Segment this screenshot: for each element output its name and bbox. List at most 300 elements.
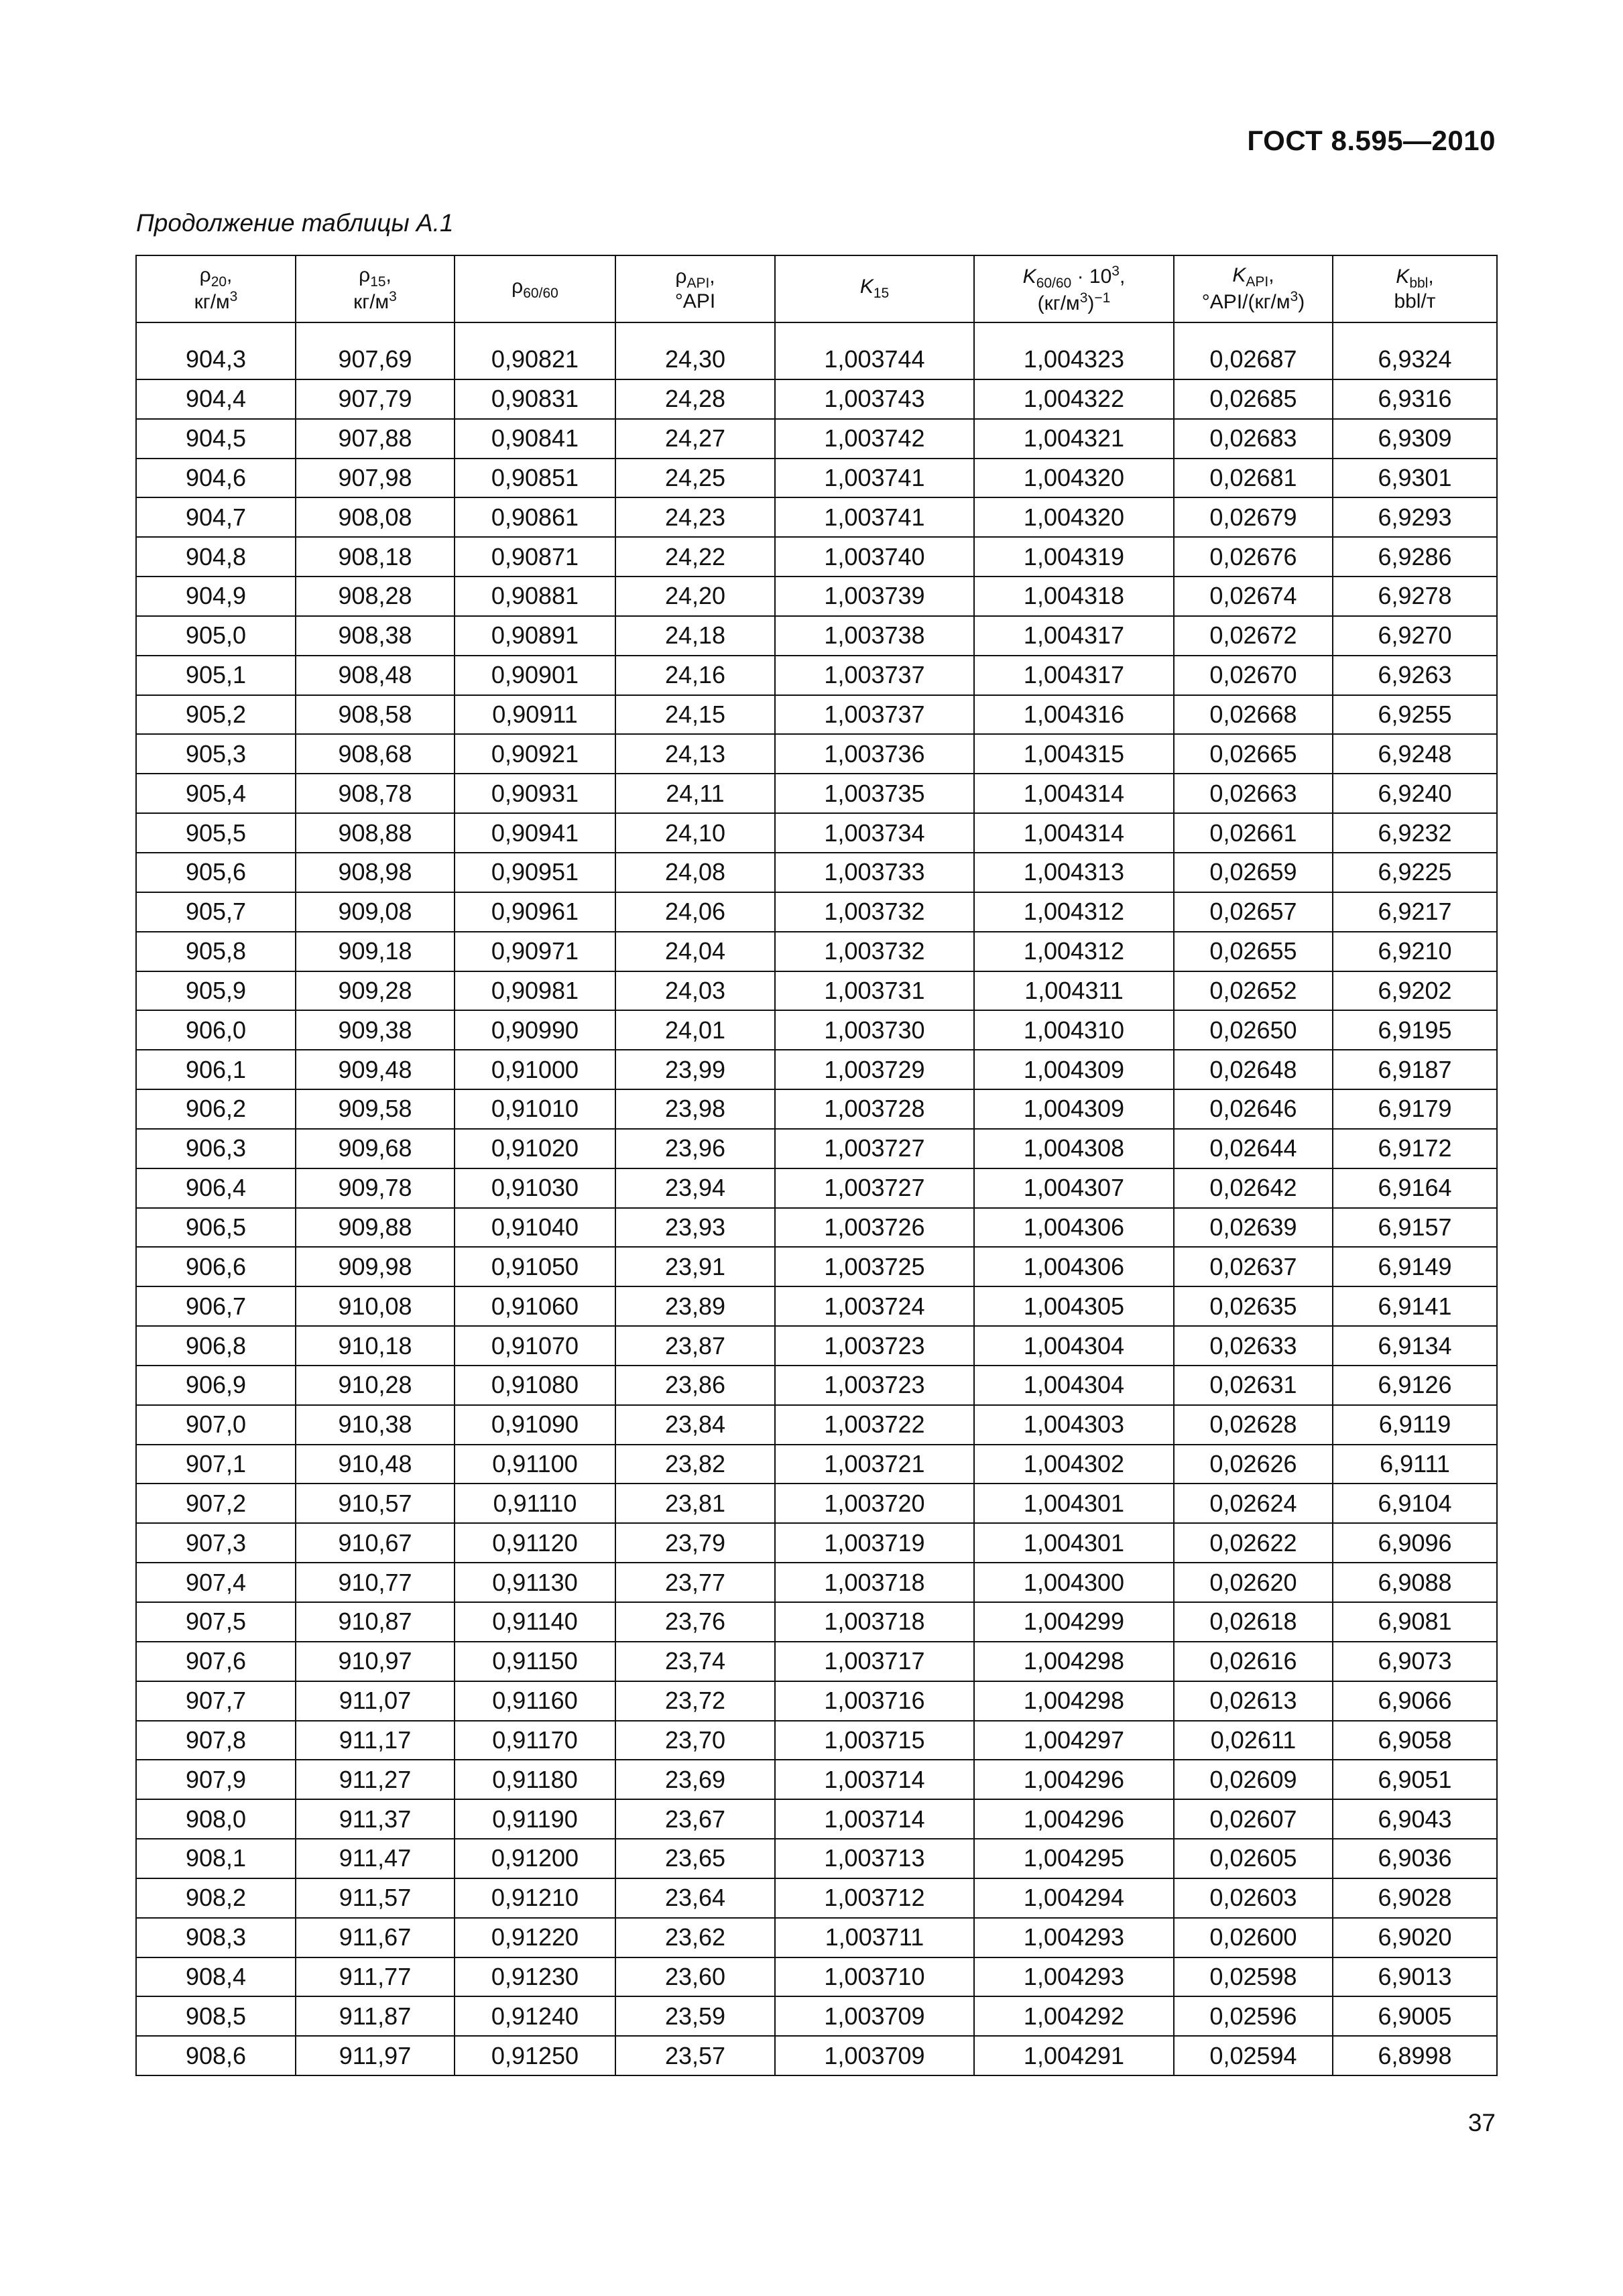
table-cell: 1,003739: [775, 577, 974, 616]
table-cell: 6,9263: [1333, 656, 1497, 695]
table-cell: 23,59: [615, 1996, 775, 2036]
table-cell: 1,003732: [775, 892, 974, 932]
table-cell: 0,91110: [455, 1484, 615, 1523]
table-cell: 906,7: [136, 1286, 296, 1326]
table-cell: 0,91220: [455, 1918, 615, 1957]
table-row: [136, 1563, 1497, 1602]
table-cell: 907,7: [136, 1681, 296, 1721]
table-row: [136, 1484, 1497, 1523]
table-cell: 908,68: [296, 734, 455, 774]
table-cell: 0,02668: [1174, 695, 1333, 735]
table-cell: 0,02607: [1174, 1799, 1333, 1839]
table-cell: 6,9119: [1333, 1405, 1497, 1445]
table-cell: 908,6: [136, 2036, 296, 2075]
table-cell: 905,5: [136, 813, 296, 853]
table-row: [136, 1050, 1497, 1089]
table-cell: 23,72: [615, 1681, 775, 1721]
table-cell: 24,06: [615, 892, 775, 932]
spacer-cell: [455, 322, 615, 341]
table-cell: 904,3: [136, 341, 296, 379]
table-cell: 0,90871: [455, 537, 615, 577]
table-cell: 6,9217: [1333, 892, 1497, 932]
table-cell: 1,004300: [974, 1563, 1174, 1602]
table-row: [136, 853, 1497, 892]
table-cell: 23,84: [615, 1405, 775, 1445]
table-cell: 6,9195: [1333, 1010, 1497, 1050]
table-cell: 0,90990: [455, 1010, 615, 1050]
table-cell: 1,003712: [775, 1878, 974, 1918]
table-cell: 911,57: [296, 1878, 455, 1918]
table-cell: 1,004304: [974, 1366, 1174, 1405]
table-cell: 908,5: [136, 1996, 296, 2036]
table-cell: 905,7: [136, 892, 296, 932]
table-cell: 0,02620: [1174, 1563, 1333, 1602]
table-cell: 6,9013: [1333, 1957, 1497, 1997]
table-cell: 911,27: [296, 1760, 455, 1799]
table-cell: 1,003709: [775, 1996, 974, 2036]
table-cell: 910,87: [296, 1602, 455, 1642]
table-cell: 0,02639: [1174, 1208, 1333, 1248]
table-cell: 0,91100: [455, 1445, 615, 1484]
table-cell: 0,02594: [1174, 2036, 1333, 2075]
table-cell: 1,004308: [974, 1129, 1174, 1168]
table-cell: 0,91140: [455, 1602, 615, 1642]
table-row: [136, 734, 1497, 774]
table-cell: 23,82: [615, 1445, 775, 1484]
table-cell: 1,003718: [775, 1602, 974, 1642]
table-cell: 6,9058: [1333, 1721, 1497, 1760]
table-cell: 908,4: [136, 1957, 296, 1997]
table-cell: 1,003744: [775, 341, 974, 379]
table-cell: 6,9172: [1333, 1129, 1497, 1168]
table-row: [136, 932, 1497, 971]
header-rho20: $\rho_{20}$, $кг/м^3$: [136, 255, 296, 322]
table-cell: 0,02652: [1174, 971, 1333, 1011]
table-cell: 0,91000: [455, 1050, 615, 1089]
table-cell: 907,5: [136, 1602, 296, 1642]
table-cell: 0,02655: [1174, 932, 1333, 971]
table-cell: 1,004309: [974, 1089, 1174, 1129]
table-cell: 6,9232: [1333, 813, 1497, 853]
table-cell: 1,004316: [974, 695, 1174, 735]
table-cell: 1,003736: [775, 734, 974, 774]
table-cell: 1,003734: [775, 813, 974, 853]
table-cell: 0,02683: [1174, 419, 1333, 459]
table-cell: 909,68: [296, 1129, 455, 1168]
table-cell: 911,77: [296, 1957, 455, 1997]
table-cell: 904,8: [136, 537, 296, 577]
table-cell: 24,22: [615, 537, 775, 577]
table-cell: 911,87: [296, 1996, 455, 2036]
table-cell: 23,57: [615, 2036, 775, 2075]
table-cell: 0,91230: [455, 1957, 615, 1997]
table-cell: 24,08: [615, 853, 775, 892]
table-cell: 6,9141: [1333, 1286, 1497, 1326]
table-cell: 906,5: [136, 1208, 296, 1248]
table-cell: 0,91030: [455, 1168, 615, 1208]
table-cell: 1,003714: [775, 1799, 974, 1839]
table-cell: 0,02642: [1174, 1168, 1333, 1208]
table-cell: 906,4: [136, 1168, 296, 1208]
table-cell: 1,004301: [974, 1484, 1174, 1523]
table-cell: 0,91200: [455, 1839, 615, 1878]
table-cell: 1,003719: [775, 1523, 974, 1563]
table-cell: 908,18: [296, 537, 455, 577]
table-cell: 1,003716: [775, 1681, 974, 1721]
spacer-cell: [136, 322, 296, 341]
table-cell: 1,004296: [974, 1760, 1174, 1799]
table-cell: 0,91040: [455, 1208, 615, 1248]
table-cell: 907,2: [136, 1484, 296, 1523]
table-cell: 0,02674: [1174, 577, 1333, 616]
table-cell: 0,02663: [1174, 774, 1333, 813]
table-cell: 907,98: [296, 459, 455, 498]
table-cell: 1,003741: [775, 497, 974, 537]
table-row: [136, 1168, 1497, 1208]
table-cell: 909,78: [296, 1168, 455, 1208]
table-cell: 911,47: [296, 1839, 455, 1878]
table-cell: 905,6: [136, 853, 296, 892]
table-cell: 0,02646: [1174, 1089, 1333, 1129]
table-cell: 6,9179: [1333, 1089, 1497, 1129]
table-cell: 0,90971: [455, 932, 615, 971]
table-cell: 1,003732: [775, 932, 974, 971]
table-cell: 909,18: [296, 932, 455, 971]
table-row: [136, 1208, 1497, 1248]
data-table: [135, 255, 1498, 2076]
spacer-cell: [615, 322, 775, 341]
header-k-bbl: $K_{bbl}$, bbl/т: [1333, 255, 1497, 322]
table-cell: 6,9111: [1333, 1445, 1497, 1484]
table-cell: 1,004320: [974, 497, 1174, 537]
table-cell: 1,004294: [974, 1878, 1174, 1918]
table-cell: 910,57: [296, 1484, 455, 1523]
table-cell: 0,02661: [1174, 813, 1333, 853]
table-row: [136, 1957, 1497, 1997]
table-row: [136, 1996, 1497, 2036]
table-cell: 23,70: [615, 1721, 775, 1760]
table-spacer-row: [136, 322, 1497, 341]
table-cell: 1,004303: [974, 1405, 1174, 1445]
table-row: [136, 1918, 1497, 1957]
table-cell: 0,90841: [455, 419, 615, 459]
table-cell: 908,0: [136, 1799, 296, 1839]
table-cell: 1,004315: [974, 734, 1174, 774]
table-cell: 23,74: [615, 1642, 775, 1681]
table-cell: 904,9: [136, 577, 296, 616]
header-k6060: $K_{60/60} \cdot 10^3$, $(кг/м^3)^{-1}$: [974, 255, 1174, 322]
spacer-cell: [1174, 322, 1333, 341]
table-cell: 6,9248: [1333, 734, 1497, 774]
table-cell: 1,004302: [974, 1445, 1174, 1484]
table-row: [136, 1721, 1497, 1760]
table-cell: 906,0: [136, 1010, 296, 1050]
table-cell: 6,9316: [1333, 379, 1497, 419]
table-cell: 1,003733: [775, 853, 974, 892]
table-cell: 0,91080: [455, 1366, 615, 1405]
table-row: [136, 695, 1497, 735]
table-cell: 907,79: [296, 379, 455, 419]
table-cell: 1,003717: [775, 1642, 974, 1681]
table-cell: 6,9066: [1333, 1681, 1497, 1721]
table-cell: 911,07: [296, 1681, 455, 1721]
table-cell: 0,02681: [1174, 459, 1333, 498]
table-cell: 0,02596: [1174, 1996, 1333, 2036]
table-cell: 904,4: [136, 379, 296, 419]
table-cell: 6,9202: [1333, 971, 1497, 1011]
table-row: [136, 892, 1497, 932]
table-cell: 6,9104: [1333, 1484, 1497, 1523]
table-cell: 0,91240: [455, 1996, 615, 2036]
table-cell: 0,91130: [455, 1563, 615, 1602]
table-cell: 0,02637: [1174, 1247, 1333, 1286]
table-cell: 1,003735: [775, 774, 974, 813]
table-cell: 6,9073: [1333, 1642, 1497, 1681]
table-cell: 23,93: [615, 1208, 775, 1248]
table-cell: 910,97: [296, 1642, 455, 1681]
table-cell: 907,9: [136, 1760, 296, 1799]
table-cell: 907,3: [136, 1523, 296, 1563]
table-cell: 1,004312: [974, 932, 1174, 971]
table-cell: 1,003715: [775, 1721, 974, 1760]
spacer-cell: [775, 322, 974, 341]
table-cell: 1,004299: [974, 1602, 1174, 1642]
table-cell: 1,004320: [974, 459, 1174, 498]
table-row: [136, 1405, 1497, 1445]
table-row: [136, 1523, 1497, 1563]
table-row: [136, 1642, 1497, 1681]
table-row: [136, 1602, 1497, 1642]
table-cell: 1,004318: [974, 577, 1174, 616]
table-cell: 0,90911: [455, 695, 615, 735]
table-row: [136, 577, 1497, 616]
table-row: [136, 379, 1497, 419]
table-cell: 0,91190: [455, 1799, 615, 1839]
table-cell: 0,90981: [455, 971, 615, 1011]
table-cell: 910,18: [296, 1326, 455, 1366]
table-cell: 6,9225: [1333, 853, 1497, 892]
table-cell: 1,004293: [974, 1918, 1174, 1957]
table-cell: 6,9293: [1333, 497, 1497, 537]
table-cell: 23,60: [615, 1957, 775, 1997]
table-cell: 904,5: [136, 419, 296, 459]
table-cell: 909,08: [296, 892, 455, 932]
table-cell: 911,67: [296, 1918, 455, 1957]
table-cell: 907,8: [136, 1721, 296, 1760]
table-row: [136, 971, 1497, 1011]
table-cell: 1,004291: [974, 2036, 1174, 2075]
table-cell: 0,02670: [1174, 656, 1333, 695]
table-cell: 907,6: [136, 1642, 296, 1681]
table-cell: 0,02605: [1174, 1839, 1333, 1878]
table-cell: 0,02679: [1174, 497, 1333, 537]
table-row: [136, 341, 1497, 379]
table-cell: 904,7: [136, 497, 296, 537]
table-cell: 909,28: [296, 971, 455, 1011]
header-row: [136, 255, 1497, 322]
table-cell: 1,004297: [974, 1721, 1174, 1760]
table-cell: 0,02628: [1174, 1405, 1333, 1445]
table-cell: 0,02648: [1174, 1050, 1333, 1089]
header-rho6060: $\rho_{60/60}$: [455, 255, 615, 322]
table-cell: 0,02635: [1174, 1286, 1333, 1326]
table-cell: 23,79: [615, 1523, 775, 1563]
table-cell: 0,02665: [1174, 734, 1333, 774]
table-row: [136, 616, 1497, 656]
table-cell: 910,48: [296, 1445, 455, 1484]
table-cell: 24,03: [615, 971, 775, 1011]
table-cell: 909,58: [296, 1089, 455, 1129]
table-cell: 1,004298: [974, 1642, 1174, 1681]
table-cell: 0,91050: [455, 1247, 615, 1286]
table-cell: 6,9164: [1333, 1168, 1497, 1208]
table-cell: 0,91090: [455, 1405, 615, 1445]
table-cell: 24,15: [615, 695, 775, 735]
table-cell: 1,003731: [775, 971, 974, 1011]
header-k15: $K_{15}$: [775, 255, 974, 322]
table-cell: 1,004295: [974, 1839, 1174, 1878]
table-row: [136, 774, 1497, 813]
table-cell: 905,9: [136, 971, 296, 1011]
table-cell: 1,004296: [974, 1799, 1174, 1839]
table-row: [136, 459, 1497, 498]
table-cell: 24,30: [615, 341, 775, 379]
table-cell: 0,90831: [455, 379, 615, 419]
table-row: [136, 1326, 1497, 1366]
table-cell: 0,90901: [455, 656, 615, 695]
table-cell: 908,2: [136, 1878, 296, 1918]
table-cell: 0,02685: [1174, 379, 1333, 419]
table-cell: 1,004293: [974, 1957, 1174, 1997]
table-cell: 6,9286: [1333, 537, 1497, 577]
table-cell: 0,02687: [1174, 341, 1333, 379]
table-cell: 0,02657: [1174, 892, 1333, 932]
table-cell: 1,004317: [974, 656, 1174, 695]
table-cell: 908,98: [296, 853, 455, 892]
table-cell: 905,1: [136, 656, 296, 695]
spacer-cell: [1333, 322, 1497, 341]
table-cell: 1,004314: [974, 813, 1174, 853]
table-row: [136, 1681, 1497, 1721]
table-cell: 23,69: [615, 1760, 775, 1799]
table-cell: 910,38: [296, 1405, 455, 1445]
page-number: 37: [1467, 2109, 1496, 2136]
table-cell: 0,91250: [455, 2036, 615, 2075]
table-row: [136, 1445, 1497, 1484]
table-cell: 0,90931: [455, 774, 615, 813]
table-body: [136, 322, 1497, 2075]
table-cell: 1,003723: [775, 1366, 974, 1405]
table-cell: 6,9270: [1333, 616, 1497, 656]
table-cell: 1,003738: [775, 616, 974, 656]
table-cell: 1,003718: [775, 1563, 974, 1602]
table-cell: 23,76: [615, 1602, 775, 1642]
table-cell: 0,91120: [455, 1523, 615, 1563]
table-row: [136, 656, 1497, 695]
table-cell: 23,65: [615, 1839, 775, 1878]
table-cell: 0,02618: [1174, 1602, 1333, 1642]
table-cell: 0,02626: [1174, 1445, 1333, 1484]
table-cell: 0,90821: [455, 341, 615, 379]
table-cell: 911,37: [296, 1799, 455, 1839]
table-cell: 23,91: [615, 1247, 775, 1286]
table-cell: 0,02633: [1174, 1326, 1333, 1366]
table-cell: 1,004321: [974, 419, 1174, 459]
table-cell: 0,91180: [455, 1760, 615, 1799]
table-cell: 905,3: [136, 734, 296, 774]
table-cell: 906,1: [136, 1050, 296, 1089]
table-cell: 0,02598: [1174, 1957, 1333, 1997]
table-cell: 907,4: [136, 1563, 296, 1602]
document-code: ГОСТ 8.595—2010: [1247, 125, 1496, 156]
table-cell: 0,02611: [1174, 1721, 1333, 1760]
table-cell: 906,8: [136, 1326, 296, 1366]
table-cell: 909,48: [296, 1050, 455, 1089]
header-rho-api: $\rho_{API}$, °API: [615, 255, 775, 322]
table-cell: 1,004313: [974, 853, 1174, 892]
table-cell: 909,38: [296, 1010, 455, 1050]
table-cell: 24,11: [615, 774, 775, 813]
table-cell: 0,02631: [1174, 1366, 1333, 1405]
table-cell: 907,1: [136, 1445, 296, 1484]
table-cell: 24,28: [615, 379, 775, 419]
table-cell: 24,01: [615, 1010, 775, 1050]
table-cell: 1,004314: [974, 774, 1174, 813]
table-cell: 908,08: [296, 497, 455, 537]
table-cell: 908,28: [296, 577, 455, 616]
table-cell: 24,23: [615, 497, 775, 537]
table-cell: 23,89: [615, 1286, 775, 1326]
table-cell: 904,6: [136, 459, 296, 498]
table-row: [136, 497, 1497, 537]
table-cell: 0,02676: [1174, 537, 1333, 577]
table-row: [136, 1799, 1497, 1839]
table-cell: 1,003743: [775, 379, 974, 419]
table-cell: 1,003713: [775, 1839, 974, 1878]
table-cell: 6,9240: [1333, 774, 1497, 813]
table-cell: 1,004304: [974, 1326, 1174, 1366]
table-cell: 6,9324: [1333, 341, 1497, 379]
table-cell: 24,18: [615, 616, 775, 656]
table-cell: 0,91070: [455, 1326, 615, 1366]
table-cell: 910,77: [296, 1563, 455, 1602]
table-row: [136, 2036, 1497, 2075]
table-cell: 6,9187: [1333, 1050, 1497, 1089]
table-cell: 24,13: [615, 734, 775, 774]
table-cell: 6,9051: [1333, 1760, 1497, 1799]
table-cell: 1,004323: [974, 341, 1174, 379]
table-cell: 1,003722: [775, 1405, 974, 1445]
table-cell: 6,9126: [1333, 1366, 1497, 1405]
table-cell: 1,003741: [775, 459, 974, 498]
table-cell: 905,0: [136, 616, 296, 656]
table-cell: 6,9309: [1333, 419, 1497, 459]
table-cell: 23,77: [615, 1563, 775, 1602]
table-cell: 23,87: [615, 1326, 775, 1366]
table-cell: 6,9149: [1333, 1247, 1497, 1286]
table-cell: 24,27: [615, 419, 775, 459]
table-cell: 23,96: [615, 1129, 775, 1168]
table-cell: 0,02644: [1174, 1129, 1333, 1168]
table-cell: 0,02624: [1174, 1484, 1333, 1523]
table-cell: 1,004322: [974, 379, 1174, 419]
table-cell: 907,0: [136, 1405, 296, 1445]
table-cell: 24,16: [615, 656, 775, 695]
table-cell: 0,02659: [1174, 853, 1333, 892]
table-cell: 910,08: [296, 1286, 455, 1326]
table-cell: 907,69: [296, 341, 455, 379]
table-cell: 6,9210: [1333, 932, 1497, 971]
